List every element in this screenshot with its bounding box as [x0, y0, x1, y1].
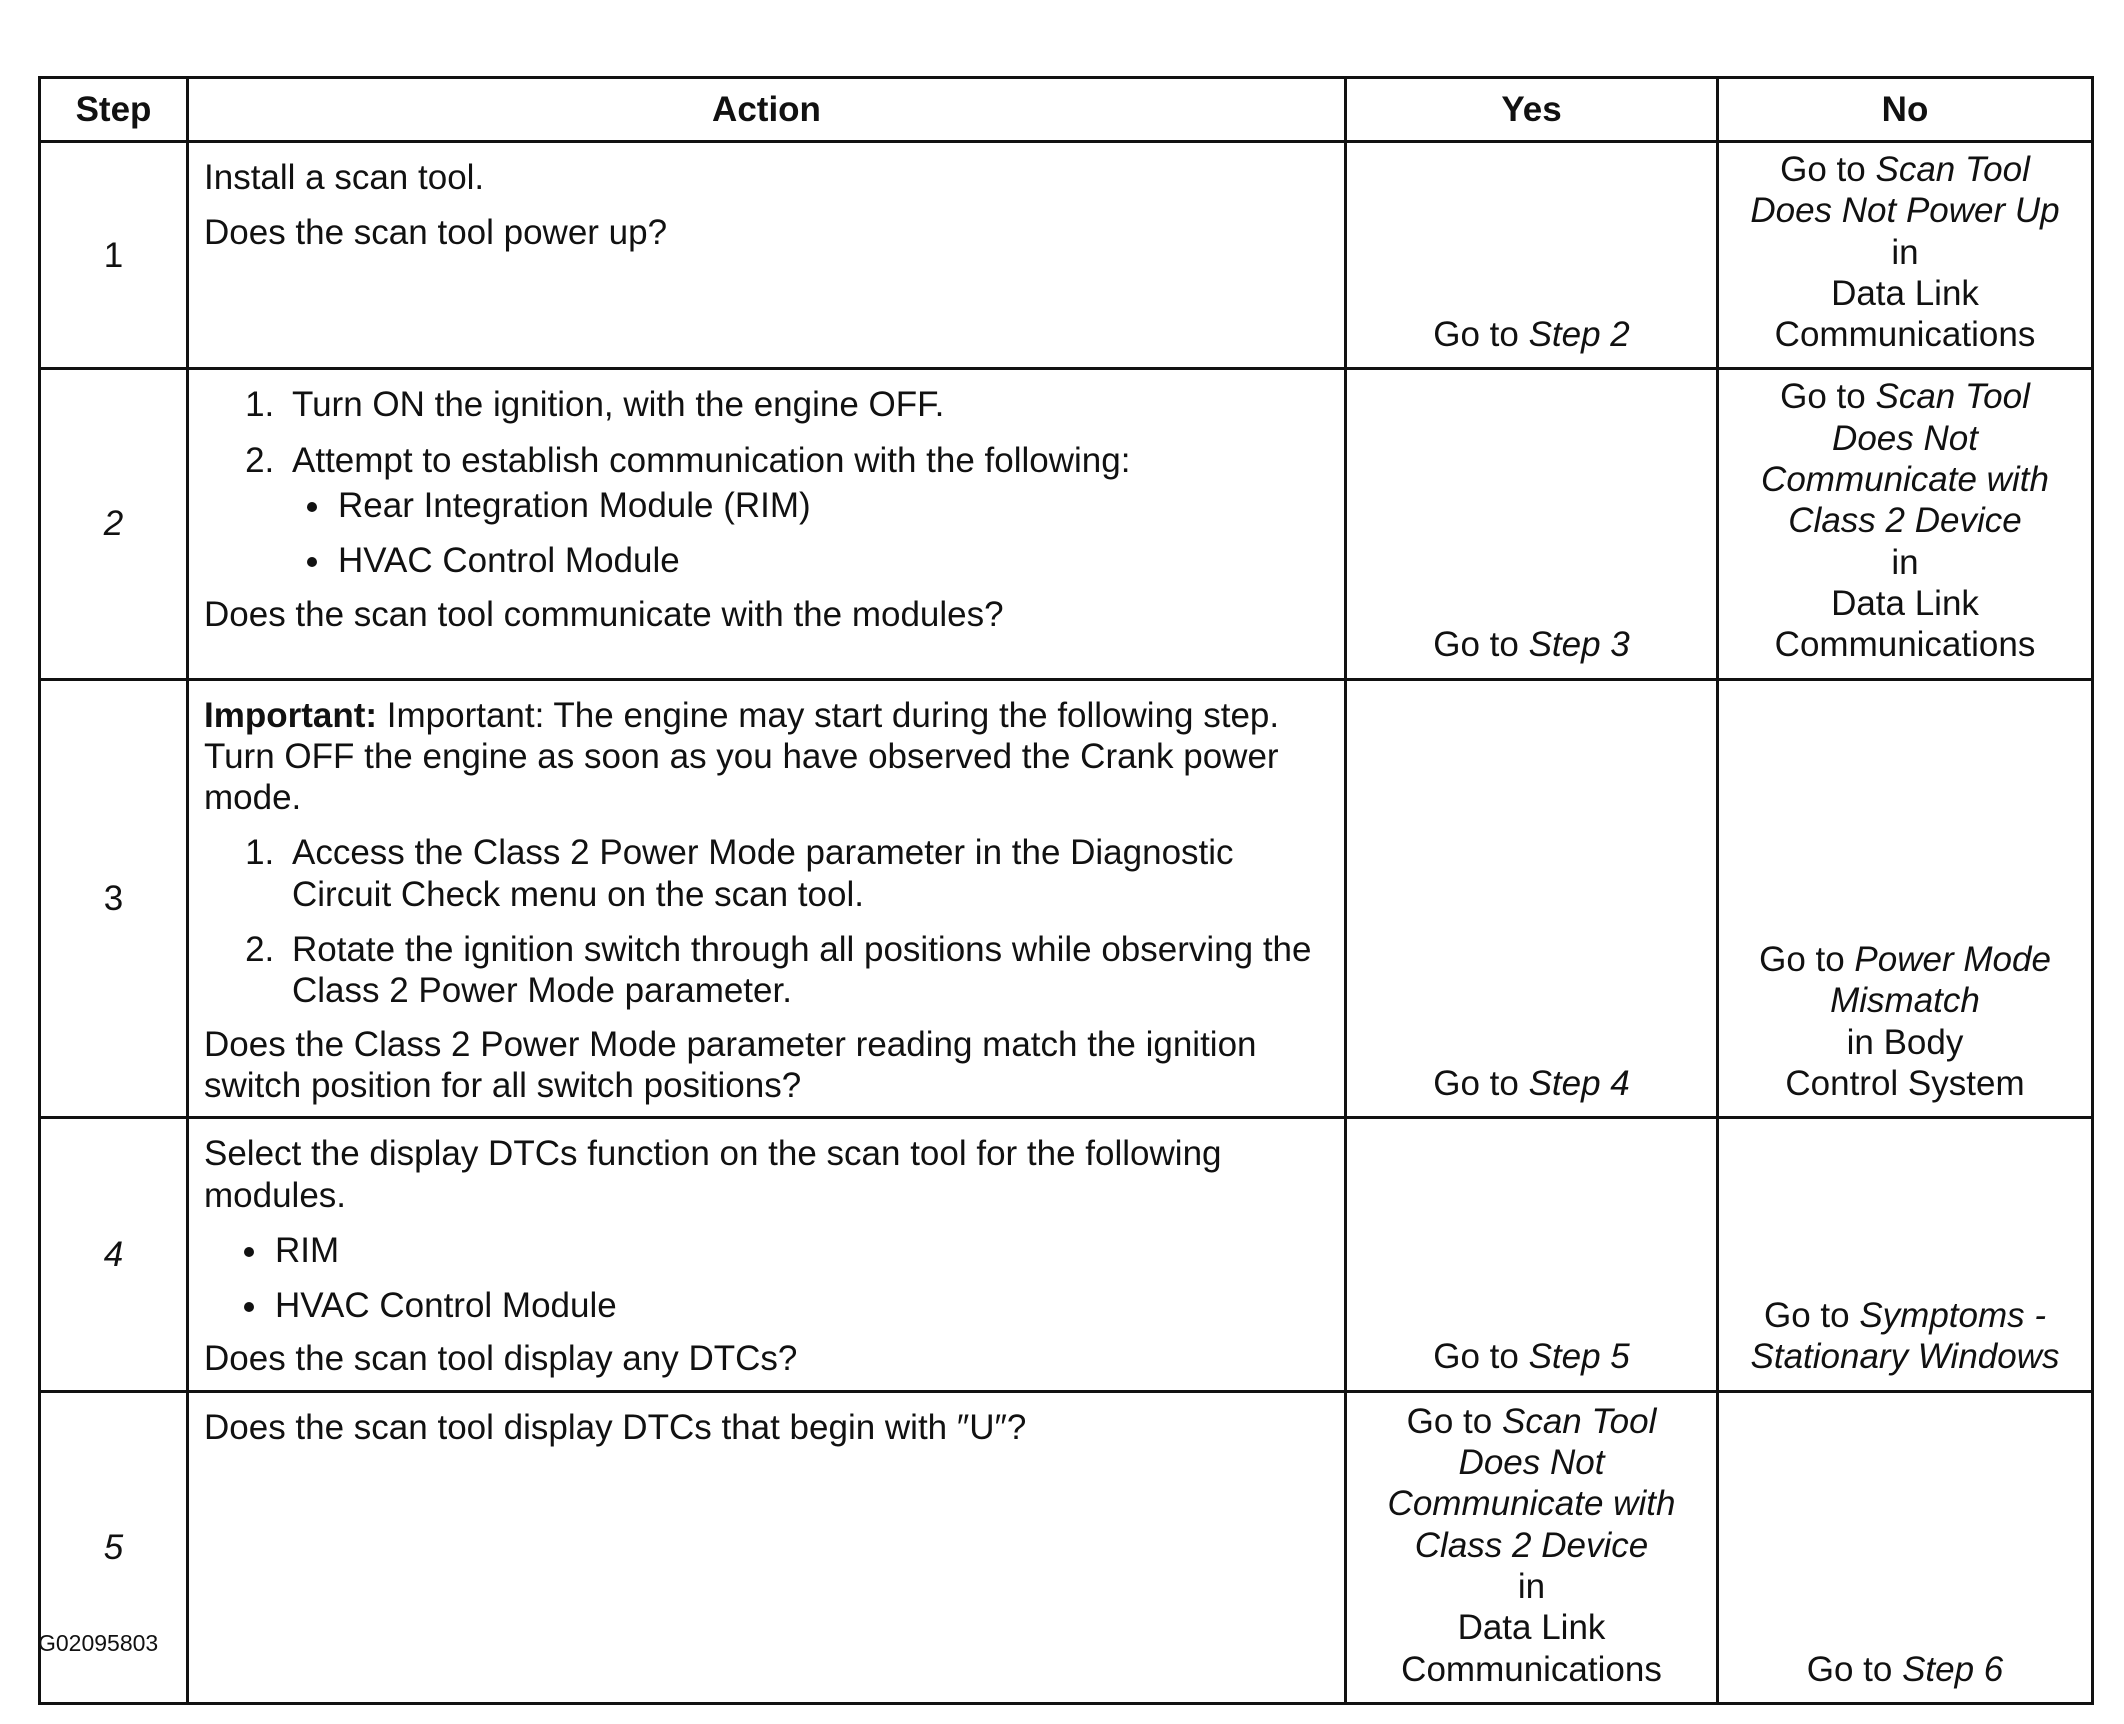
yes-prefix: Go to: [1433, 1337, 1529, 1377]
no-link-cont[interactable]: Class 2 Device: [1788, 501, 2022, 541]
yes-link-step[interactable]: Step 5: [1528, 1337, 1630, 1377]
yes-link[interactable]: Scan Tool: [1501, 1401, 1657, 1441]
yes-prefix: Go to: [1433, 625, 1529, 665]
no-cell: [1718, 679, 2093, 1118]
table-row: [40, 1391, 2093, 1703]
bullet-item: • HVAC Control Module: [334, 540, 1324, 581]
important-text: Important: The engine may start during the following step. Turn OFF the engine as soon as you have observed the Crank power mode.: [204, 695, 1280, 818]
yes-link-step[interactable]: Step 3: [1528, 625, 1630, 665]
yes-section-cont: Communications: [1401, 1649, 1662, 1689]
important-note: [204, 695, 1324, 819]
action-cell: [188, 1118, 1346, 1391]
action-question: Does the scan tool display DTCs that begin with ″U″?: [204, 1407, 1027, 1447]
bullet-item: • Rear Integration Module (RIM): [334, 485, 1324, 526]
action-question: Does the scan tool power up?: [204, 213, 668, 253]
action-text: Select the display DTCs function on the scan tool for the following modules.: [204, 1134, 1222, 1215]
action-question: Does the scan tool display any DTCs?: [204, 1339, 798, 1379]
no-link-step[interactable]: Step 6: [1902, 1649, 2004, 1689]
action-question: Does the scan tool communicate with the modules?: [204, 594, 1004, 634]
no-in: in: [1891, 542, 1919, 582]
step-number: 1: [40, 142, 188, 369]
table-row: [40, 1118, 2093, 1391]
no-link[interactable]: Scan Tool: [1875, 377, 2030, 417]
no-link[interactable]: Scan Tool: [1875, 150, 2030, 189]
no-cell: [1718, 369, 2093, 679]
yes-link-cont[interactable]: Communicate with: [1387, 1484, 1676, 1524]
yes-in: in: [1517, 1566, 1546, 1606]
no-link-cont[interactable]: Does Not: [1832, 418, 1978, 458]
action-question: Does the Class 2 Power Mode parameter reading match the ignition switch position for all switch positions?: [204, 1024, 1257, 1105]
table-row: [40, 679, 2093, 1118]
yes-link-cont[interactable]: Class 2 Device: [1414, 1525, 1649, 1565]
numbered-list: [204, 832, 1324, 1011]
bullet-list: [204, 1230, 1324, 1327]
no-section-cont: Communications: [1774, 625, 2036, 665]
table-row: [40, 142, 2093, 369]
no-link-cont[interactable]: Stationary Windows: [1750, 1337, 2060, 1377]
action-cell: [188, 369, 1346, 679]
step-number: 2: [40, 369, 188, 679]
yes-link-cont[interactable]: Does Not: [1458, 1443, 1605, 1483]
no-prefix: Go to: [1806, 1649, 1903, 1689]
bullet-item: • RIM: [271, 1230, 1324, 1271]
no-in: in: [1891, 232, 1919, 272]
numbered-list: [204, 384, 1324, 481]
no-prefix: Go to: [1759, 940, 1855, 980]
action-cell: [188, 1391, 1346, 1703]
action-cell: [188, 679, 1346, 1118]
no-link[interactable]: Power Mode: [1854, 940, 2051, 980]
header-no: No: [1718, 78, 2093, 142]
no-section: Data Link: [1831, 273, 1979, 313]
yes-prefix: Go to: [1433, 315, 1529, 355]
step-number: 4: [40, 1118, 188, 1391]
header-step: Step: [40, 78, 188, 142]
yes-cell: [1346, 1118, 1718, 1391]
yes-section: Data Link: [1457, 1608, 1606, 1648]
list-item: [284, 440, 1324, 481]
no-section-cont: Control System: [1785, 1063, 2025, 1103]
no-prefix: Go to: [1780, 377, 1876, 417]
no-link[interactable]: Symptoms -: [1859, 1296, 2047, 1336]
important-label: Important:: [204, 695, 378, 735]
action-cell: [188, 142, 1346, 369]
no-section-cont: Communications: [1774, 315, 2036, 355]
no-link-cont[interactable]: Does Not Power Up: [1750, 191, 2060, 231]
list-item-text: Attempt to establish communication with the following:: [292, 440, 1131, 480]
list-item: 1. Turn ON the ignition, with the engine OFF.: [284, 384, 1324, 425]
yes-cell: [1346, 142, 1718, 369]
yes-cell: [1346, 679, 1718, 1118]
header-yes: Yes: [1346, 78, 1718, 142]
action-text: Install a scan tool.: [204, 158, 485, 197]
header-action: Action: [188, 78, 1346, 142]
no-prefix: Go to: [1763, 1296, 1860, 1336]
table-row: [40, 369, 2093, 679]
no-prefix: Go to: [1780, 150, 1876, 189]
yes-cell: [1346, 369, 1718, 679]
yes-link-step[interactable]: Step 4: [1528, 1063, 1630, 1103]
figure-id: G02095803: [38, 1630, 159, 1656]
bullet-item: • HVAC Control Module: [271, 1285, 1324, 1326]
yes-prefix: Go to: [1406, 1401, 1502, 1441]
no-cell: [1718, 1118, 2093, 1391]
no-link-cont[interactable]: Communicate with: [1761, 460, 2049, 500]
no-section: Data Link: [1831, 583, 1979, 623]
step-number: 5: [40, 1391, 188, 1703]
no-link-cont[interactable]: Mismatch: [1830, 981, 1980, 1021]
no-section: in Body: [1846, 1022, 1964, 1062]
yes-link-step[interactable]: Step 2: [1528, 315, 1630, 355]
no-cell: [1718, 1391, 2093, 1703]
bullet-list: [204, 485, 1324, 582]
yes-cell: [1346, 1391, 1718, 1703]
header-row: [40, 78, 2093, 142]
no-cell: [1718, 142, 2093, 369]
yes-prefix: Go to: [1433, 1063, 1529, 1103]
diagnostic-table: [38, 76, 2094, 1705]
list-item: 1. Access the Class 2 Power Mode parameter in the Diagnostic Circuit Check menu on the scan tool.: [284, 832, 1324, 915]
list-item: 2. Rotate the ignition switch through all positions while observing the Class 2 Power Mode parameter.: [284, 929, 1324, 1012]
step-number: 3: [40, 679, 188, 1118]
